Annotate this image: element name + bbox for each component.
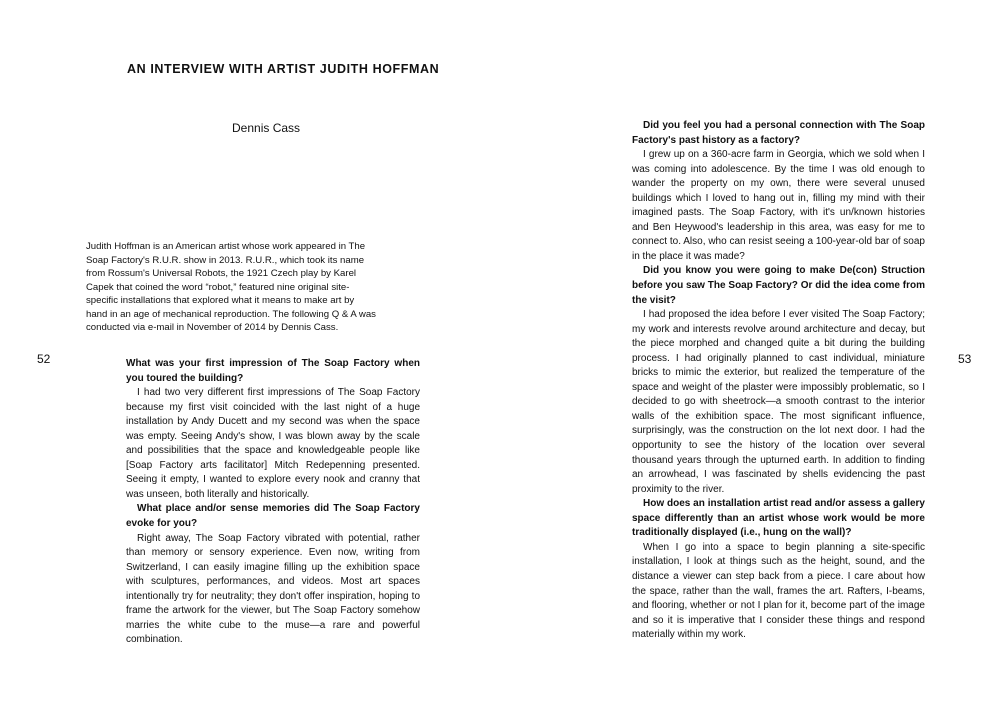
article-title: AN INTERVIEW WITH ARTIST JUDITH HOFFMAN xyxy=(127,62,440,76)
interview-answer: When I go into a space to begin planning a site-specific installation, I look at things such as the height, sound, and the distance a viewer can step back from a piece. I care about how the space, rather than the wall, frames the art. Rafters, I-beams, and flooring, whether or not I plan for it, become part of the image and so it is imperative that I consider these things and respond materially within my work. xyxy=(632,541,925,641)
interview-answer: I had proposed the idea before I ever visited The Soap Factory; my work and interests revolve around architecture and decay, but the piece morphed and changed quite a bit during the building process. I had originally planned to cast individual, miniature bricks to mimic the exterior, but realized the temperature of the space and weight of the plaster were impossibly problematic, so I decided to go with sheetrock—a smooth contrast to the interior walls of the exhibition space. The most significant influence, surprisingly, was the construction on the lot next door. I had the opportunity to see the history of the location over several thousand years through the upturned earth. In addition to finding an arrowhead, I was fascinated by shells evidencing the past proximity to the river. xyxy=(632,309,925,495)
page-number-left: 52 xyxy=(37,352,51,366)
author-name: Dennis Cass xyxy=(232,121,301,135)
interview-answer: I grew up on a 360-acre farm in Georgia, which we sold when I was coming into adolescence. By the time I was old enough to wander the property on my own, there were several unused buildings which I loved to hang out in, filling my mind with their imagined pasts. The Soap Factory, with it's un/known histories and Ben Heywood's leadership in this area, was easy for me to connect to. Also, who can resist seeing a 100-year-old bar of soap in the place it was made? xyxy=(632,149,925,262)
intro-paragraph: Judith Hoffman is an American artist whose work appeared in The Soap Factory's R.U.R. show in 2013. R.U.R., which took its name from Rossum's Universal Robots, the 1921 Czech play by Karel Capek that coined the word “robot,” featured nine original site-specific installations that explored what it means to make art by hand in an age of mechanical reproduction. The following Q & A was conducted via e-mail in November of 2014 by Dennis Cass. xyxy=(86,241,376,333)
page-number-right: 53 xyxy=(958,352,972,366)
right-column xyxy=(632,119,925,643)
interview-question: Did you know you were going to make De(con) Struction before you saw The Soap Factory? Or did the idea come from the visit? xyxy=(632,265,925,306)
interview-answer: Right away, The Soap Factory vibrated with potential, rather than memory or sensory experience. Even now, writing from Switzerland, I can easily imagine filling up the exhibition space with sculptures, performances, and videos. Most art spaces intentionally try for neutrality; they don't offer inspiration, hoping to frame the artwork for the viewer, but The Soap Factory somehow marries the white cube to the muse—a rare and powerful combination. xyxy=(126,532,420,646)
left-column xyxy=(126,357,420,648)
interview-question: Did you feel you had a personal connection with The Soap Factory's past history as a factory? xyxy=(632,120,925,146)
interview-question: How does an installation artist read and/or assess a gallery space differently than an artist whose work would be more traditionally displayed (i.e., hung on the wall)? xyxy=(632,498,925,539)
interview-answer: I had two very different first impressions of The Soap Factory because my first visit coincided with the last night of a huge installation by Andy Ducett and my second was when the space was empty. Seeing Andy's show, I was blown away by the scale and possibilities that the space and knowledgeable people like [Soap Factory arts facilitator] Mitch Redepenning presented. Seeing it empty, I wanted to explore every nook and cranny that was unseen, both literally and historically. xyxy=(126,387,420,500)
interview-question: What was your first impression of The Soap Factory when you toured the building? xyxy=(126,358,420,384)
interview-question: What place and/or sense memories did The Soap Factory evoke for you? xyxy=(126,503,420,530)
